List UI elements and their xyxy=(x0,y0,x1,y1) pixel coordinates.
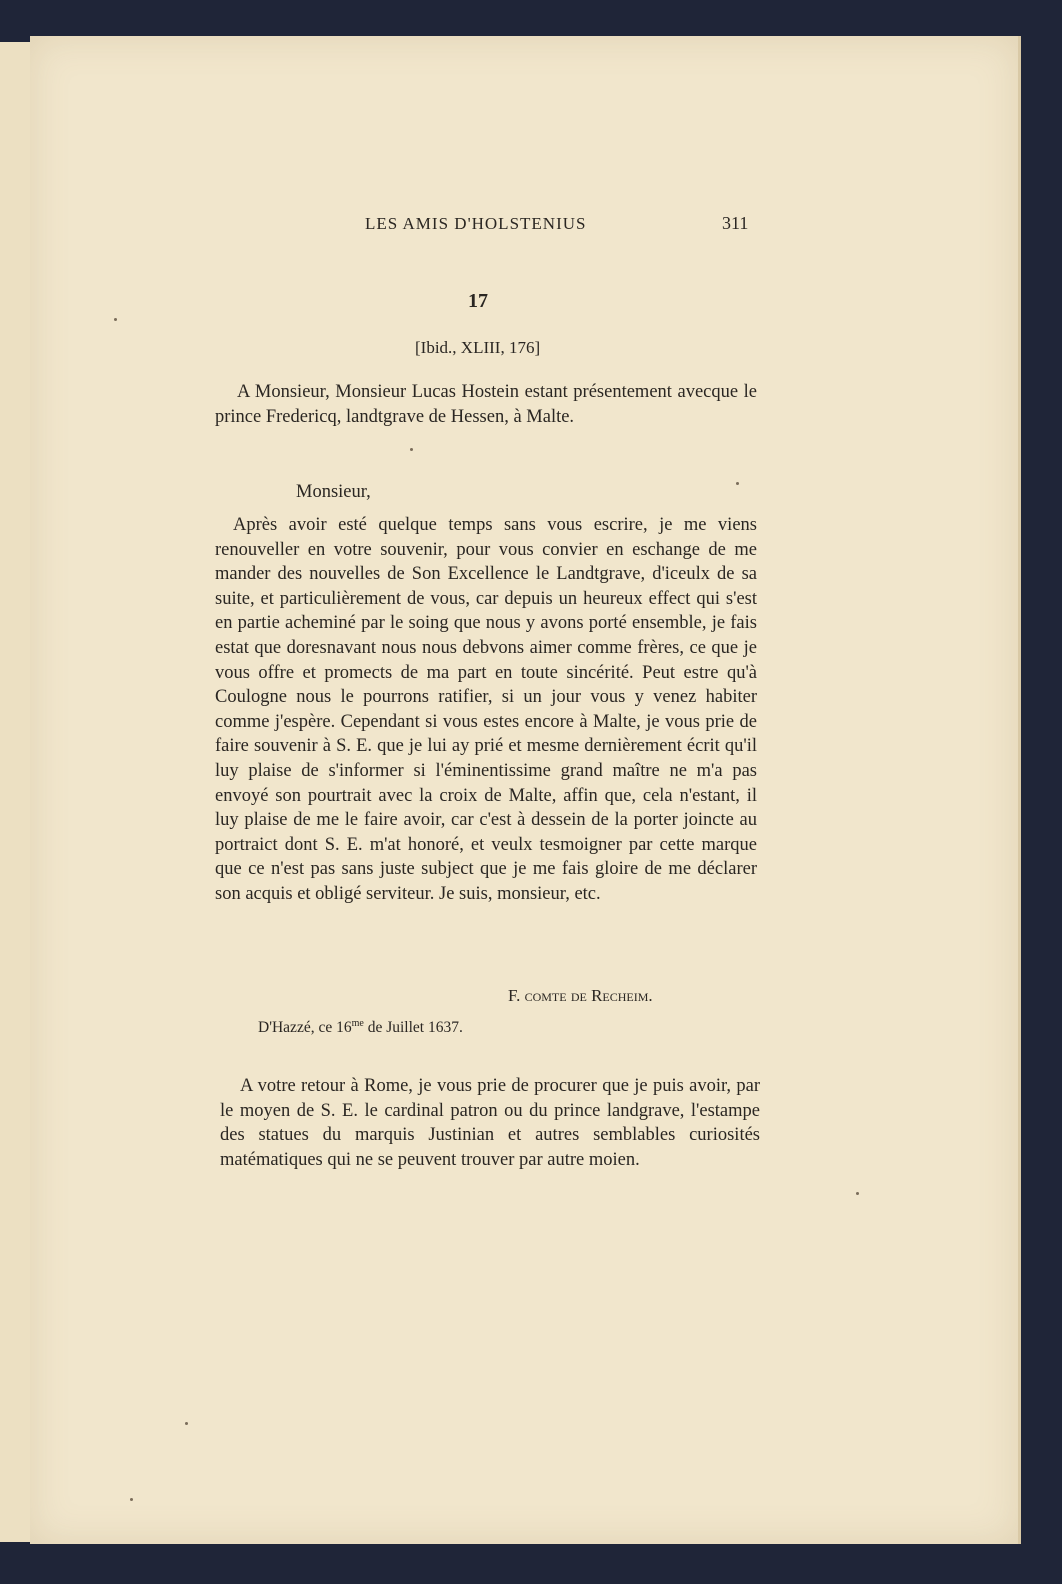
paper-speck xyxy=(410,448,413,451)
book-page xyxy=(30,36,1021,1544)
date-superscript: me xyxy=(351,1018,364,1029)
letter-number: 17 xyxy=(468,290,488,312)
paper-speck xyxy=(130,1498,133,1501)
letter-body xyxy=(215,513,757,907)
running-title: LES AMIS D'HOLSTENIUS xyxy=(365,214,587,233)
paper-speck xyxy=(856,1192,859,1195)
address-text: A Monsieur, Monsieur Lucas Hostein estant présentement avecque le prince Fredericq, landtgrave de Hessen, à Malte. xyxy=(215,382,757,427)
salutation: Monsieur, xyxy=(296,482,371,502)
paper-speck xyxy=(736,482,739,485)
letter-address xyxy=(215,380,757,429)
paper-speck xyxy=(185,1422,188,1425)
postscript xyxy=(220,1074,760,1172)
paper-speck xyxy=(114,318,117,321)
body-paragraph: Après avoir esté quelque temps sans vous escrire, je me viens renouveller en votre souvenir, pour vous convier en eschange de me mander des nouvelles de Son Excellence le Landtgrave, d'iceulx de sa suite, et particulièrement de vous, car depuis un heureux effect qui s'est en partie acheminé par le soing que nous y avons porté ensemble, je fais estat que doresnavant nous nous debvons aimer comme frères, ce que je vous offre et promects de ma part en toute sincérité. Peut estre qu'à Coulogne nous le pourrons ratifier, si un jour vous y venez habiter comme j'espère. Cependant si vous estes encore à Malte, je vous prie de faire souvenir à S. E. que je lui ay prié et mesme dernièrement écrit qu'il luy plaise de s'informer si l'éminentissime grand maître ne m'a pas envoyé son pourtrait avec la croix de Malte, affin que, cela n'estant, il luy plaise de me le faire avoir, car c'est à dessein de la porter joincte au portraict dont S. E. m'at honoré, et veulx tesmoigner par cette marque que ce n'est pas sans juste subject que je me fais gloire de me déclarer son acquis et obligé serviteur. Je suis, monsieur, etc. xyxy=(215,515,757,904)
signature-initial: F. xyxy=(508,986,521,1005)
page-number: 311 xyxy=(722,213,749,233)
signature xyxy=(508,986,653,1006)
date-suffix: de Juillet 1637. xyxy=(363,1019,463,1037)
facing-page-edge xyxy=(0,42,32,1542)
date-line xyxy=(258,1018,463,1037)
source-reference: [Ibid., XLIII, 176] xyxy=(415,338,541,357)
postscript-paragraph: A votre retour à Rome, je vous prie de procurer que je puis avoir, par le moyen de S. E. le cardinal patron ou du prince landgrave, l'estampe des statues du marquis Justinian et autres semblables curiosités matématiques qui ne se peuvent trouver par autre moien. xyxy=(220,1076,760,1170)
date-prefix: D'Hazzé, ce 16 xyxy=(258,1019,352,1037)
signature-name: comte de Recheim. xyxy=(524,986,653,1005)
